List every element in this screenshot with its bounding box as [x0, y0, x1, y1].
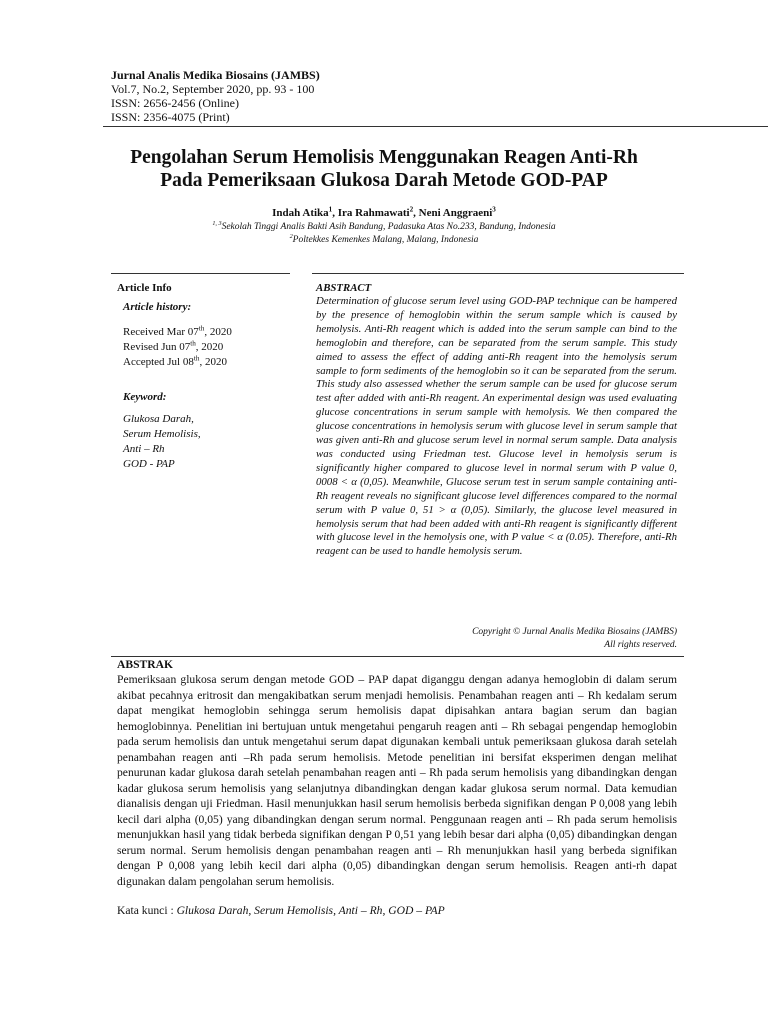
kata-kunci — [117, 904, 445, 917]
paper-title — [60, 146, 708, 192]
affiliation-2: $^2$Poltekkes Kemenkes Malang, Malang, Indonesia — [289, 233, 479, 245]
article-history-heading: Article history: — [123, 301, 192, 313]
abstrak-indonesian — [117, 658, 677, 889]
received-date: Received Mar 07th, 2020 — [123, 324, 232, 338]
author: Indah Atika$^1$, — [272, 205, 338, 219]
article-info-top-rule — [111, 273, 290, 274]
issn-online: ISSN: 2656-2456 (Online) — [111, 96, 239, 110]
keyword-item: GOD - PAP — [123, 458, 175, 470]
author: Neni Anggraeni$^3$ — [418, 205, 496, 219]
keyword-heading: Keyword: — [123, 391, 167, 403]
author-list — [60, 207, 708, 219]
abstract-text: Determination of glucose serum level using GOD-PAP technique can be hampered by the presence of hemoglobin within the serum sample which is caused by hemolysis. Anti-Rh reagent which is added into the serum sample can bind to the hemoglobin and therefore, can be separated from the serum sample. This study aimed to assess the effect of adding anti-Rh reagent into the hemolysis serum sample to form sediments of the hemoglobin so it can be separated from the serum. This study also assessed whether the serum sample can be used for glucose serum test after added with anti-Rh reagent. An experimental design was used evaluating glucose concentrations in serum sample with hemolysis. We then compared the glucose concentrations in hemolysis serum with glucose level in serum sample that was given anti-Rh and glucose serum level in normal serum sample. Data analysis was conducted using Friedman test. Glucose level in hemolysis serum is significantly higher compared to glucose level in normal serum with P value 0, 0008 < α (0,05). Meanwhile, Glucose serum test in serum sample containing anti-Rh reagent reveals no significant glucose level differences compared to the normal serum with P value 0, 51 > α (0,05). Similarly, the glucose level measured in hemolysis serum that had been added with anti-Rh reagent is significantly different with glucose level in the hemolysis one, with P value < α (0.05). Therefore, anti-Rh reagent can be used to handle hemolysis serum. — [316, 295, 677, 558]
abstract-heading: ABSTRACT — [316, 282, 372, 294]
rights-reserved: All rights reserved. — [604, 640, 677, 650]
keyword-item: Glukosa Darah, — [123, 413, 194, 425]
abstrak-heading: ABSTRAK — [117, 658, 174, 671]
keyword-item: Anti – Rh — [123, 443, 165, 455]
header-divider — [103, 126, 768, 127]
title-line-2: Pada Pemeriksaan Glukosa Darah Metode GOD-PAP — [160, 170, 608, 191]
copyright-notice — [316, 626, 677, 652]
abstrak-top-rule — [111, 656, 684, 657]
keyword-item: Serum Hemolisis, — [123, 428, 201, 440]
issn-print: ISSN: 2356-4075 (Print) — [111, 110, 230, 124]
affiliation-1: $^{1, 3}$Sekolah Tinggi Analis Bakti Asih Bandung, Padasuka Atas No.233, Bandung, Indonesia — [212, 220, 556, 232]
article-info-heading: Article Info — [117, 282, 172, 294]
article-info — [117, 282, 292, 472]
copyright-line: Copyright © Jurnal Analis Medika Biosains (JAMBS) — [472, 627, 677, 637]
journal-volume: Vol.7, No.2, September 2020, pp. 93 - 100 — [111, 82, 315, 96]
journal-name: Jurnal Analis Medika Biosains (JAMBS) — [111, 68, 320, 82]
abstract-english — [316, 282, 677, 559]
accepted-date: Accepted Jul 08th, 2020 — [123, 354, 227, 368]
abstrak-text: Pemeriksaan glukosa serum dengan metode GOD – PAP dapat diganggu dengan adanya hemoglobin di dalam serum akibat pecahnya eritrosit dan mengakibatkan serum menjadi hemolisis. Penambahan reagen anti – Rh kedalam serum dapat mengikat hemoglobin sehingga serum hemolisis dapat dipisahkan antara bagian serum dan bagian hemoglobinnya. Penelitian ini bertujuan untuk mengetahui pengaruh reagen anti – Rh sebagai pengendap hemoglobin pada serum hemolisis dan untuk mengetahui serum dapat digunakan kembali untuk pemeriksaan glukosa darah setelah penambahan reagen anti –Rh pada serum hemolisis. Metode penelitian ini bersifat eksperimen dengan melihat penurunan kadar glukosa darah setelah penambahan reagen anti – Rh pada serum hemolisis yang dibandingkan dengan kadar glukosa serum hemolisis yang selanjutnya dibandingkan dengan kadar glukosa serum normal. Data kemudian dianalisis dengan uji Friedman. Hasil menunjukkan hasil serum hemolisis berbeda signifikan dengan P 0,008 yang lebih kecil dari alpha (0,05) yang dibandingkan dengan serum normal. Penggunaan reagen anti – Rh pada serum hemolisis menunjukkan hasil yang tidak berbeda signifikan dengan P 0,51 yang lebih besar dari alpha (0,05) dibandingkan dengan serum normal. Serum hemolisis dengan penambahan reagen anti – Rh menunjukkan hasil yang berbeda signifikan dengan P 0,008 yang lebih kecil dari alpha (0,05) dibandingkan dengan serum hemolisis. Reagen anti-rh dapat digunakan dalam pengolahan serum hemolisis. — [117, 673, 677, 888]
journal-header — [111, 68, 320, 124]
abstract-top-rule — [312, 273, 684, 274]
kata-kunci-label: Kata kunci : — [117, 904, 177, 917]
kata-kunci-value: Glukosa Darah, Serum Hemolisis, Anti – Rh, GOD – PAP — [176, 904, 445, 917]
title-line-1: Pengolahan Serum Hemolisis Menggunakan Reagen Anti-Rh — [130, 147, 638, 168]
author: Ira Rahmawati$^2$, — [337, 205, 419, 219]
revised-date: Revised Jun 07th, 2020 — [123, 339, 224, 353]
